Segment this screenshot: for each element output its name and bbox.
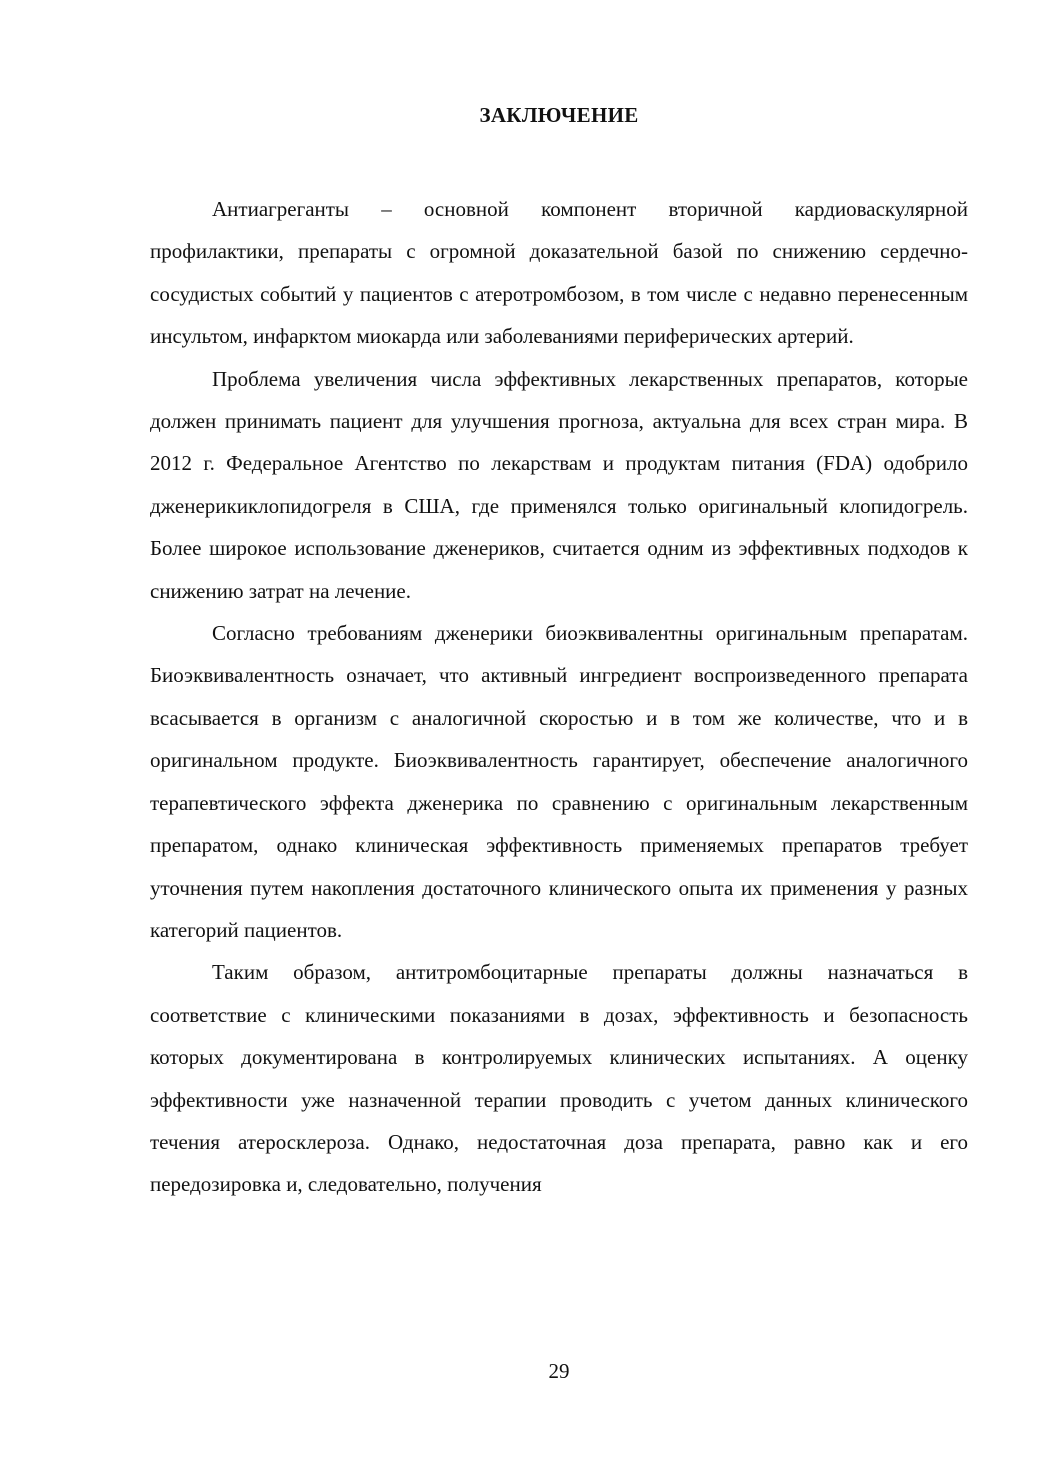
body-text (150, 188, 968, 1206)
paragraph-2: Проблема увеличения числа эффективных лекарственных препаратов, которые должен принимать пациент для улучшения прогноза, актуальна для всех стран мира. В 2012 г. Федеральное Агентство по лекарствам и продуктам питания (FDA) одобрило дженерикиклопидогреля в США, где применялся только оригинальный клопидогрель. Более широкое использование дженериков, считается одним из эффективных подходов к снижению затрат на лечение. (150, 366, 968, 603)
paragraph-3: Согласно требованиям дженерики биоэквивалентны оригинальным препаратам. Биоэквивалентность означает, что активный ингредиент воспроизведенного препарата всасывается в организм с аналогичной скоростью и в том же количестве, что и в оригинальном продукте. Биоэквивалентность гарантирует, обеспечение аналогичного терапевтического эффекта дженерика по сравнению с оригинальным лекарственным препаратом, однако клиническая эффективность применяемых препаратов требует уточнения путем накопления достаточного клинического опыта их применения у разных категорий пациентов. (150, 621, 968, 942)
paragraph-1: Антиагреганты – основной компонент вторичной кардиоваскулярной профилактики, препараты с огромной доказательной базой по снижению сердечно-сосудистых событий у пациентов с атеротромбозом, в том числе с недавно перенесенным инсультом, инфарктом миокарда или заболеваниями периферических артерий. (150, 197, 968, 349)
section-heading: ЗАКЛЮЧЕНИЕ (479, 103, 639, 127)
page-number: 29 (548, 1359, 570, 1383)
paragraph-4: Таким образом, антитромбоцитарные препараты должны назначаться в соответствие с клиническими показаниями в дозах, эффективность и безопасность которых документирована в контролируемых клинических испытаниях. А оценку эффективности уже назначенной терапии проводить с учетом данных клинического течения атеросклероза. Однако, недостаточная доза препарата, равно как и его передозировка и, следовательно, получения (150, 960, 968, 1197)
